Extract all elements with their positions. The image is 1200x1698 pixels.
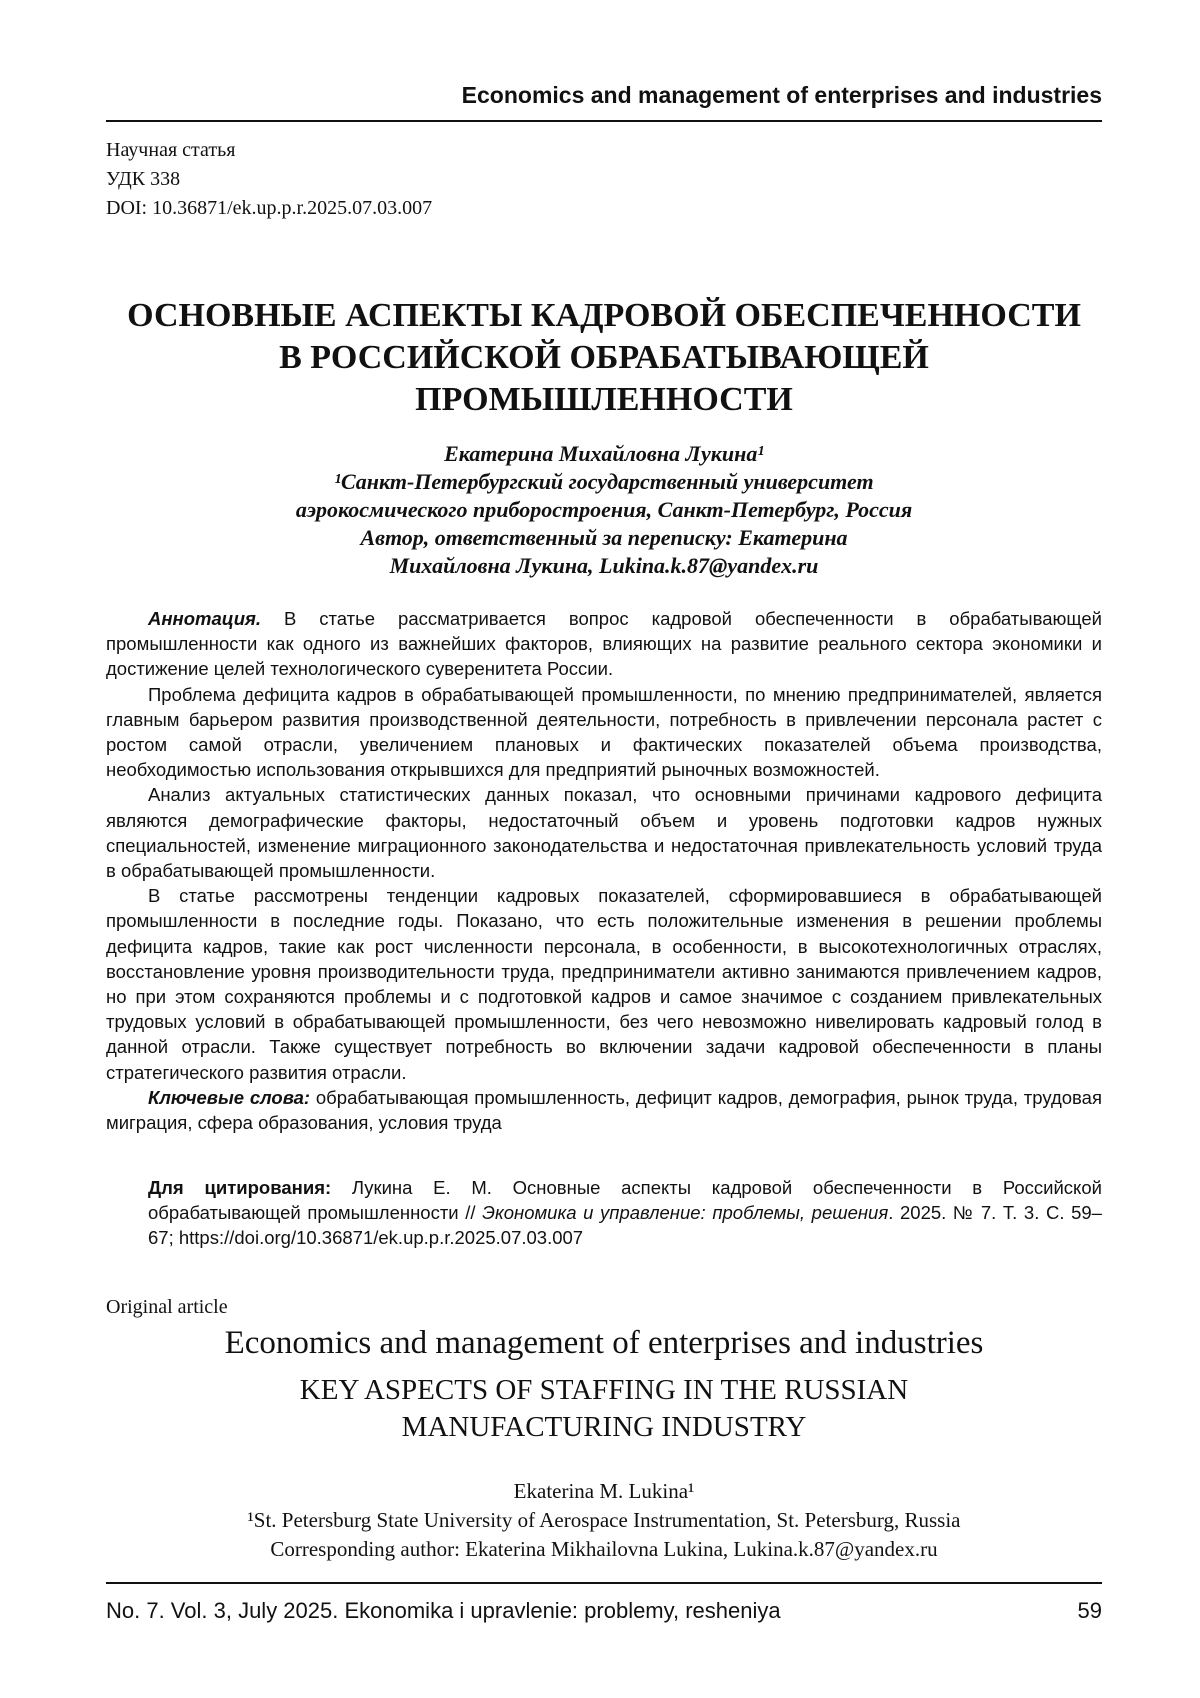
title-ru-line: ОСНОВНЫЕ АСПЕКТЫ КАДРОВОЙ ОБЕСПЕЧЕННОСТИ	[127, 297, 1081, 334]
authors-block-en	[106, 1477, 1102, 1564]
citation	[148, 1175, 1102, 1251]
abstract-paragraph	[106, 606, 1102, 682]
affiliation-en: ¹St. Petersburg State University of Aerospace Instrumentation, St. Petersburg, Russia	[247, 1508, 961, 1532]
title-ru-line: В РОССИЙСКОЙ ОБРАБАТЫВАЮЩЕЙ	[279, 339, 929, 376]
citation-journal: Экономика и управление: проблемы, решения	[482, 1202, 889, 1224]
footer-issue: No. 7. Vol. 3, July 2025. Ekonomika i upravlenie: problemy, resheniya	[106, 1598, 781, 1623]
article-title-en	[106, 1372, 1102, 1446]
original-article-label: Original article	[106, 1296, 228, 1318]
keywords-text: обрабатывающая промышленность, дефицит кадров, демография, рынок труда, трудовая миграция, сфера образования, условия труда	[106, 1086, 1102, 1134]
affiliation-ru: ¹Санкт-Петербургский государственный университет	[334, 469, 874, 494]
running-header: Economics and management of enterprises and industries	[461, 82, 1102, 108]
author-name-ru: Екатерина Михайловна Лукина¹	[444, 441, 764, 466]
citation-text: Лукина Е. М. Основные аспекты кадровой обеспеченности в Российской обрабатывающей промышленности //	[148, 1177, 1102, 1224]
doi: DOI: 10.36871/ek.up.p.r.2025.07.03.007	[106, 197, 433, 219]
abstract-paragraph: Анализ актуальных статистических данных показал, что основными причинами кадрового дефицита являются демографические факторы, недостаточный объем и уровень подготовки кадров нужных специальностей, изменение миграционного законодательства и недостаточная привлекательность условий труда в обрабатывающей промышленности.	[106, 784, 1102, 882]
header-divider	[106, 120, 1102, 122]
author-name-en: Ekaterina M. Lukina¹	[513, 1479, 695, 1503]
affiliation-ru: аэрокосмического приборостроения, Санкт-Петербург, Россия	[295, 497, 913, 522]
abstract-paragraph: Проблема дефицита кадров в обрабатывающей промышленности, по мнению предпринимателей, является главным барьером развития производственной деятельности, потребность в привлечении персонала растет с ростом самой отрасли, увеличением плановых и фактических показателей объема производства, необходимостью использования открывшихся для предприятий рыночных возможностей.	[106, 683, 1102, 781]
corresponding-author-ru: Михайловна Лукина, Lukina.k.87@yandex.ru	[389, 553, 819, 578]
udc-code: УДК 338	[106, 168, 181, 190]
corresponding-author-ru: Автор, ответственный за переписку: Екатерина	[360, 525, 848, 550]
keywords-label: Ключевые слова:	[148, 1086, 311, 1108]
abstract-text: В статье рассматривается вопрос кадровой обеспеченности в обрабатывающей промышленности как одного из важнейших факторов, влияющих на развитие реального сектора экономики и достижение целей технологического суверенитета России.	[106, 608, 1102, 680]
title-en-line: KEY ASPECTS OF STAFFING IN THE RUSSIAN	[299, 1374, 909, 1406]
title-ru-line: ПРОМЫШЛЕННОСТИ	[415, 381, 793, 418]
article-title-ru	[106, 295, 1102, 421]
subject-en: Economics and management of enterprises and industries	[224, 1325, 984, 1361]
abstract	[106, 606, 1102, 1135]
article-type: Научная статья	[106, 139, 236, 161]
abstract-paragraph: В статье рассмотрены тенденции кадровых показателей, сформировавшиеся в обрабатывающей промышленности в последние годы. Показано, что есть положительные изменения в решении проблемы дефицита кадров, такие как рост численности персонала, в особенности, в высокотехнологичных отраслях, восстановление уровня производительности труда, предприниматели активно занимаются привлечением кадров, но при этом сохраняются проблемы и с подготовкой кадров и самое значимое с созданием привлекательных трудовых условий в обрабатывающей промышленности, без чего невозможно нивелировать кадровый голод в данной отрасли. Также существует потребность во включении задачи кадровой обеспеченности в планы стратегического развития отрасли.	[106, 885, 1102, 1083]
abstract-label: Аннотация.	[148, 608, 262, 629]
corresponding-author-en: Corresponding author: Ekaterina Mikhailovna Lukina, Lukina.k.87@yandex.ru	[270, 1537, 938, 1561]
article-meta	[106, 136, 432, 223]
authors-block-ru	[106, 440, 1102, 580]
keywords	[106, 1085, 1102, 1135]
page-number: 59	[1077, 1598, 1102, 1623]
footer-divider	[106, 1582, 1102, 1584]
citation-label: Для цитирования:	[148, 1177, 332, 1198]
citation-text: . 2025. № 7. Т. 3. С. 59–67; https://doi.org/10.36871/ek.up.p.r.2025.07.03.007	[148, 1202, 1102, 1249]
title-en-line: MANUFACTURING INDUSTRY	[401, 1411, 807, 1443]
